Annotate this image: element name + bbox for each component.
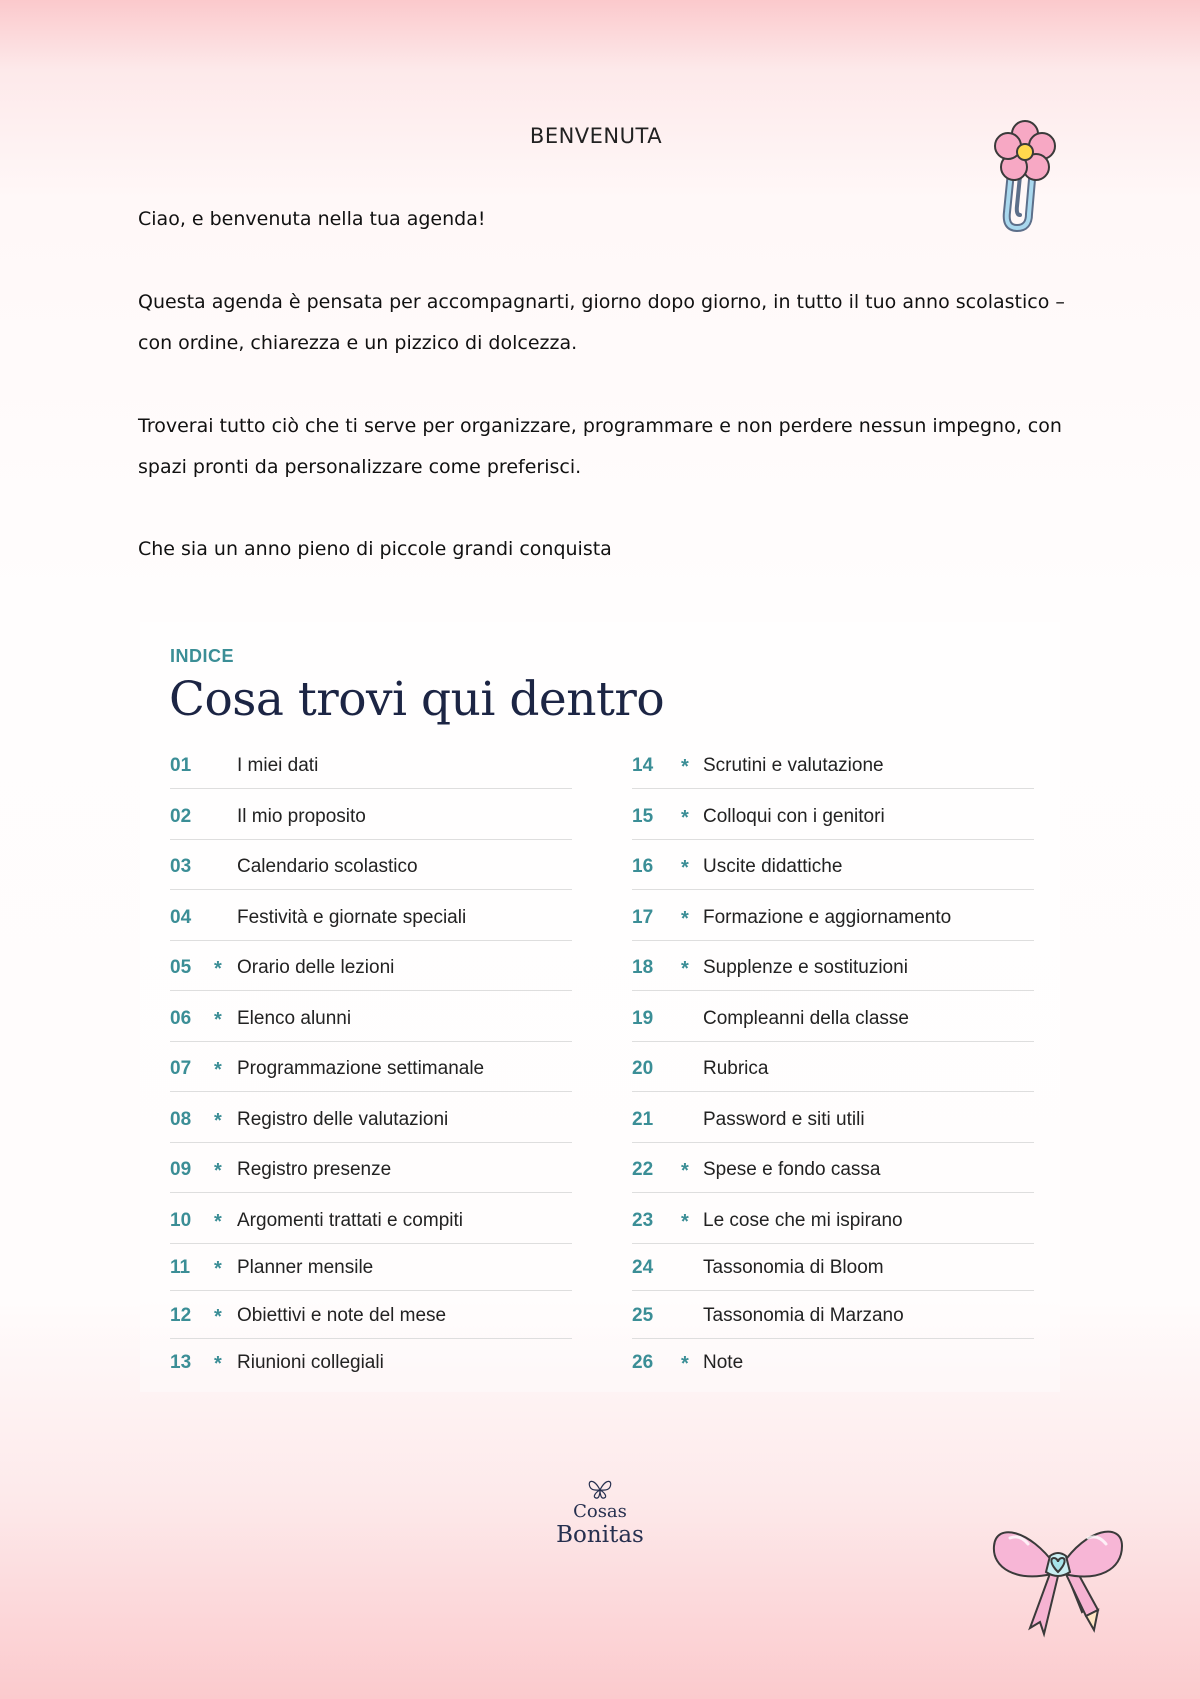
- index-row-26: [632, 1339, 1034, 1385]
- index-row-17: [632, 890, 1034, 941]
- index-number: 09: [170, 1159, 192, 1180]
- index-label: Riunioni collegiali: [237, 1352, 384, 1373]
- index-row-06: [170, 991, 572, 1042]
- index-column-right: [632, 753, 1034, 1385]
- page-title: BENVENUTA: [529, 124, 663, 148]
- index-row-10: [170, 1193, 572, 1244]
- intro-closing: Che sia un anno pieno di piccole grandi conquista: [138, 538, 612, 560]
- index-label: Programmazione settimanale: [237, 1058, 485, 1079]
- index-number: 06: [170, 1008, 192, 1029]
- index-row-25: [632, 1291, 1034, 1339]
- index-number: 10: [170, 1210, 192, 1231]
- index-label: Formazione e aggiornamento: [703, 907, 952, 928]
- index-label: Spese e fondo cassa: [703, 1159, 881, 1180]
- index-number: 23: [632, 1210, 654, 1231]
- bow-pencil-icon: [990, 1520, 1125, 1640]
- index-star-marker: *: [214, 1306, 222, 1328]
- index-number: 19: [632, 1008, 654, 1029]
- index-number: 14: [632, 755, 654, 776]
- index-row-16: [632, 840, 1034, 890]
- index-star-marker: *: [214, 958, 222, 980]
- index-star-marker: *: [214, 1353, 222, 1375]
- index-label: Tassonomia di Bloom: [703, 1257, 884, 1278]
- index-row-09: [170, 1143, 572, 1193]
- index-row-03: [170, 840, 572, 890]
- index-label: Password e siti utili: [703, 1109, 865, 1130]
- index-label: Festività e giornate speciali: [237, 907, 467, 928]
- index-label: Obiettivi e note del mese: [237, 1305, 447, 1326]
- index-row-24: [632, 1244, 1034, 1291]
- index-label: Tassonomia di Marzano: [703, 1305, 904, 1326]
- butterfly-icon: [586, 1478, 614, 1500]
- intro-paragraph-features: Troverai tutto ciò che ti serve per organizzare, programmare e non perdere nessun impegno, con spazi pronti da personalizzare come preferisci.: [138, 415, 1062, 478]
- index-star-marker: *: [681, 807, 689, 829]
- index-number: 26: [632, 1352, 654, 1373]
- index-row-15: [632, 789, 1034, 840]
- index-title: Cosa trovi qui dentro: [169, 672, 665, 727]
- brand-logo: [550, 1478, 650, 1548]
- index-number: 12: [170, 1305, 192, 1326]
- index-row-21: [632, 1092, 1034, 1143]
- index-label: Planner mensile: [237, 1257, 374, 1278]
- intro-greeting: Ciao, e benvenuta nella tua agenda!: [138, 208, 486, 230]
- index-label: Registro delle valutazioni: [237, 1109, 449, 1130]
- index-star-marker: *: [214, 1258, 222, 1280]
- index-row-11: [170, 1244, 572, 1291]
- index-row-12: [170, 1291, 572, 1339]
- index-label: Rubrica: [703, 1058, 769, 1079]
- index-label: Orario delle lezioni: [237, 957, 395, 978]
- index-row-14: [632, 753, 1034, 789]
- index-label: Registro presenze: [237, 1159, 392, 1180]
- index-row-01: [170, 753, 572, 789]
- index-number: 17: [632, 907, 654, 928]
- index-row-08: [170, 1092, 572, 1143]
- index-star-marker: *: [214, 1110, 222, 1132]
- index-row-05: [170, 941, 572, 991]
- index-star-marker: *: [214, 1211, 222, 1233]
- index-label: Supplenze e sostituzioni: [703, 957, 908, 978]
- index-label: Uscite didattiche: [703, 856, 843, 877]
- intro-paragraph-purpose: Questa agenda è pensata per accompagnarti, giorno dopo giorno, in tutto il tuo anno scolastico – con ordine, chiarezza e un pizzico di dolcezza.: [138, 291, 1065, 354]
- index-label: Argomenti trattati e compiti: [237, 1210, 463, 1231]
- index-number: 18: [632, 957, 654, 978]
- index-row-22: [632, 1143, 1034, 1193]
- index-label: Note: [703, 1352, 744, 1373]
- index-number: 11: [170, 1257, 191, 1278]
- index-number: 05: [170, 957, 192, 978]
- logo-text-cosas: Cosas: [573, 1501, 627, 1522]
- index-label: Calendario scolastico: [237, 856, 418, 877]
- index-number: 15: [632, 806, 654, 827]
- index-number: 20: [632, 1058, 654, 1079]
- index-label: Scrutini e valutazione: [703, 755, 884, 776]
- index-number: 16: [632, 856, 654, 877]
- index-star-marker: *: [681, 1353, 689, 1375]
- index-row-23: [632, 1193, 1034, 1244]
- index-number: 08: [170, 1109, 192, 1130]
- index-star-marker: *: [214, 1160, 222, 1182]
- logo-text-bonitas: Bonitas: [556, 1522, 644, 1548]
- index-number: 04: [170, 907, 192, 928]
- index-star-marker: *: [681, 1160, 689, 1182]
- index-row-19: [632, 991, 1034, 1042]
- index-number: 02: [170, 806, 192, 827]
- index-number: 25: [632, 1305, 654, 1326]
- index-row-13: [170, 1339, 572, 1385]
- index-number: 03: [170, 856, 192, 877]
- index-row-18: [632, 941, 1034, 991]
- index-number: 13: [170, 1352, 192, 1373]
- index-label: Il mio proposito: [237, 806, 366, 827]
- index-row-02: [170, 789, 572, 840]
- index-number: 01: [170, 755, 192, 776]
- index-label: Colloqui con i genitori: [703, 806, 885, 827]
- index-row-20: [632, 1042, 1034, 1092]
- index-star-marker: *: [681, 958, 689, 980]
- index-row-04: [170, 890, 572, 941]
- index-star-marker: *: [681, 1211, 689, 1233]
- index-star-marker: *: [681, 857, 689, 879]
- index-label: Le cose che mi ispirano: [703, 1210, 903, 1231]
- index-column-left: [170, 753, 572, 1385]
- index-label: I miei dati: [237, 755, 319, 776]
- index-label: Elenco alunni: [237, 1008, 352, 1029]
- index-label: Compleanni della classe: [703, 1008, 909, 1029]
- index-star-marker: *: [681, 756, 689, 778]
- index-row-07: [170, 1042, 572, 1092]
- index-number: 21: [632, 1109, 654, 1130]
- index-number: 22: [632, 1159, 654, 1180]
- index-star-marker: *: [214, 1009, 222, 1031]
- index-number: 24: [632, 1257, 654, 1278]
- index-star-marker: *: [214, 1059, 222, 1081]
- index-number: 07: [170, 1058, 192, 1079]
- index-star-marker: *: [681, 908, 689, 930]
- index-kicker: INDICE: [170, 646, 235, 666]
